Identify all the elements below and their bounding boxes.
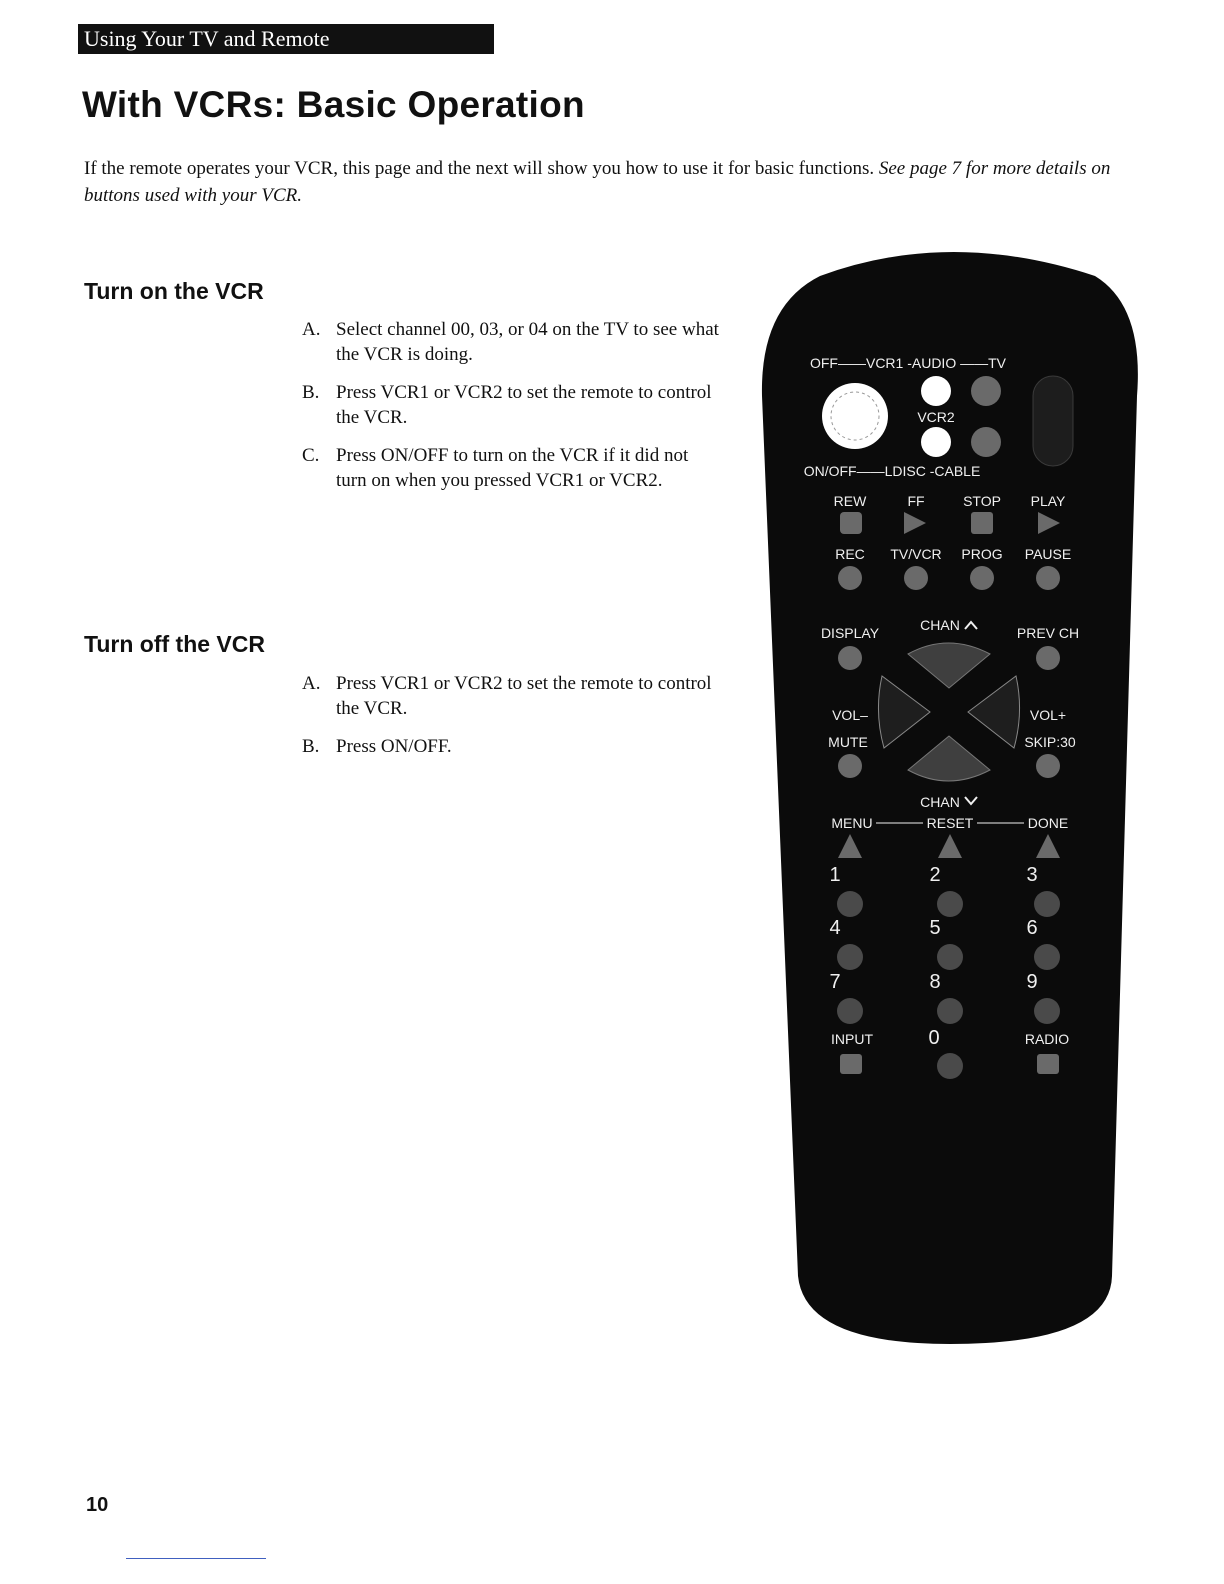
step-item [302,734,722,759]
step-text: Press ON/OFF to turn on the VCR if it did not turn on when you pressed VCR1 or VCR2. [336,445,689,491]
step-item [302,671,722,721]
vol-plus-label: VOL+ [1029,707,1067,723]
digit-6-button[interactable] [1034,944,1060,970]
reset-label: RESET [926,815,974,831]
digit-8-label: 8 [929,971,941,993]
digit-4-label: 4 [829,917,841,939]
section-heading-turn-off: Turn off the VCR [84,631,265,657]
display-button[interactable] [838,646,862,670]
digit-1-label: 1 [829,864,841,886]
step-item [302,380,722,430]
section-header-bar: Using Your TV and Remote [78,24,494,54]
page-number: 10 [86,1494,109,1516]
turn-off-steps [302,671,722,772]
radio-label: RADIO [1024,1031,1070,1047]
mute-label: MUTE [828,734,868,750]
step-letter: A. [302,673,321,694]
step-text: Press ON/OFF. [336,736,452,757]
remote-bottom-row-label: ON/OFF——LDISC -CABLE [803,463,981,479]
intro-text: If the remote operates your VCR, this page and the next will show you how to use it for basic functions. [84,158,875,179]
digit-3-label: 3 [1026,864,1038,886]
digit-5-button[interactable] [937,944,963,970]
step-text: Select channel 00, 03, or 04 on the TV to see what the VCR is doing. [336,319,719,365]
turn-on-steps [302,317,722,506]
vcr1-button[interactable] [921,376,951,406]
step-letter: B. [302,736,320,757]
remote-control-illustration [760,236,1144,1346]
on-off-button[interactable] [822,383,888,449]
skip-button[interactable] [1036,754,1060,778]
prev-ch-button[interactable] [1036,646,1060,670]
step-letter: C. [302,445,320,466]
ff-label: FF [907,493,925,509]
step-item [302,443,722,493]
footer-rule [126,1558,266,1559]
digit-4-button[interactable] [837,944,863,970]
vcr2-label: VCR2 [917,409,955,425]
rec-label: REC [835,546,865,562]
page-title: With VCRs: Basic Operation [82,84,585,125]
rew-label: REW [833,493,867,509]
rec-button[interactable] [838,566,862,590]
zero-label: 0 [928,1027,940,1049]
tv-vcr-button[interactable] [904,566,928,590]
step-item [302,317,722,367]
step-letter: B. [302,382,320,403]
done-label: DONE [1027,815,1069,831]
section-heading-turn-on: Turn on the VCR [84,278,264,304]
remote-top-row-label: OFF——VCR1 -AUDIO ——TV [809,355,1007,371]
play-label: PLAY [1030,493,1066,509]
pause-button[interactable] [1036,566,1060,590]
digit-2-button[interactable] [937,891,963,917]
stop-label: STOP [963,493,1001,509]
digit-2-label: 2 [929,864,941,886]
radio-button[interactable] [1037,1054,1059,1074]
intro-paragraph [84,155,1144,209]
prog-button[interactable] [970,566,994,590]
audio-button[interactable] [971,376,1001,406]
digit-7-button[interactable] [837,998,863,1024]
digit-5-label: 5 [929,917,941,939]
digit-9-button[interactable] [1034,998,1060,1024]
digit-7-label: 7 [829,971,841,993]
chan-down-label: CHAN [920,794,960,810]
step-letter: A. [302,319,321,340]
stop-button[interactable] [971,512,993,534]
skip-label: SKIP:30 [1024,734,1076,750]
tv-vcr-label: TV/VCR [890,546,942,562]
step-text: Press VCR1 or VCR2 to set the remote to control the VCR. [336,673,712,719]
vcr2-button[interactable] [921,427,951,457]
digit-8-button[interactable] [937,998,963,1024]
tv-button[interactable] [1033,376,1073,466]
prog-label: PROG [961,546,1003,562]
digit-9-label: 9 [1026,971,1038,993]
input-button[interactable] [840,1054,862,1074]
prev-ch-label: PREV CH [1016,625,1080,641]
mute-button[interactable] [838,754,862,778]
vol-minus-label: VOL– [832,707,868,723]
intro-reference: See page 7 for more details on buttons used with your VCR. [84,158,1111,206]
chan-up-label: CHAN [920,617,960,633]
cable-button[interactable] [971,427,1001,457]
digit-6-label: 6 [1026,917,1038,939]
pause-label: PAUSE [1024,546,1072,562]
digit-3-button[interactable] [1034,891,1060,917]
input-label: INPUT [831,1031,873,1047]
rew-button[interactable] [840,512,862,534]
digit-0-button[interactable] [937,1053,963,1079]
menu-label: MENU [831,815,873,831]
display-label: DISPLAY [820,625,880,641]
step-text: Press VCR1 or VCR2 to set the remote to control the VCR. [336,382,712,428]
digit-1-button[interactable] [837,891,863,917]
